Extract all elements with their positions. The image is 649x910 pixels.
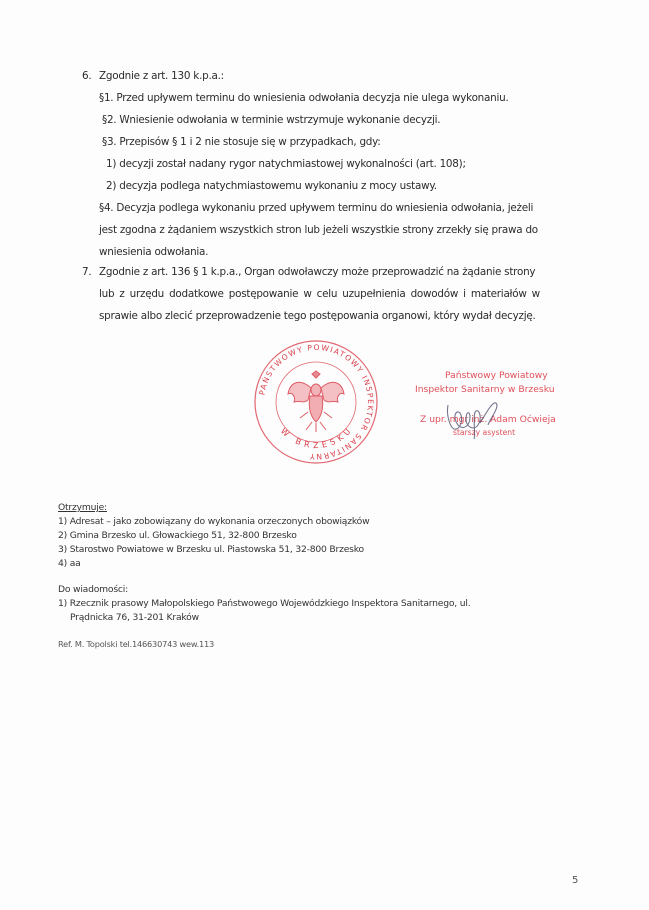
paragraph: §4. Decyzja podlega wykonaniu przed upływem terminu do wniesienia odwołania, jeżeli: [99, 202, 534, 214]
info-title: Do wiadomości:: [58, 584, 129, 595]
item-heading: Zgodnie z art. 130 k.p.a.:: [99, 70, 224, 82]
signature-title-line: Państwowy Powiatowy: [445, 370, 548, 381]
handwritten-signature: [440, 395, 530, 440]
recipient-item: 1) Adresat – jako zobowiązany do wykonania orzeczonych obowiązków: [58, 516, 370, 527]
signature-title-line: Inspektor Sanitarny w Brzesku: [415, 384, 555, 395]
page-number: 5: [572, 875, 579, 886]
paragraph: 2) decyzja podlega natychmiastowemu wykonaniu z mocy ustawy.: [106, 180, 437, 192]
paragraph: §1. Przed upływem terminu do wniesienia odwołania decyzja nie ulega wykonaniu.: [99, 92, 509, 104]
official-stamp: [252, 338, 380, 466]
recipient-item: 2) Gmina Brzesko ul. Głowackiego 51, 32-800 Brzesko: [58, 530, 297, 541]
info-item-continuation: Prądnicka 76, 31-201 Kraków: [70, 612, 199, 623]
recipients-title: Otrzymuje:: [58, 502, 107, 513]
paragraph: Zgodnie z art. 136 § 1 k.p.a., Organ odwoławczy może przeprowadzić na żądanie strony: [99, 266, 536, 278]
paragraph: sprawie albo zlecić przeprowadzenie tego postępowania organowi, który wydał decyzję.: [99, 310, 536, 322]
signature-name: Z upr. mgr inż. Adam Oćwieja: [420, 414, 556, 425]
recipient-item: 4) aa: [58, 558, 81, 569]
paragraph: §3. Przepisów § 1 i 2 nie stosuje się w przypadkach, gdy:: [102, 136, 381, 148]
paragraph: §2. Wniesienie odwołania w terminie wstrzymuje wykonanie decyzji.: [102, 114, 441, 126]
signature-position: starszy asystent: [453, 428, 516, 437]
item-number: 6.: [82, 70, 92, 82]
recipient-item: 3) Starostwo Powiatowe w Brzesku ul. Piastowska 51, 32-800 Brzesko: [58, 544, 364, 555]
reference-line: Ref. M. Topolski tel.146630743 wew.113: [58, 639, 215, 649]
eagle-emblem-icon: [288, 371, 344, 432]
stamp-outer-text: PAŃSTWOWY POWIATOWY INSPEKTOR SANITARNY: [257, 342, 376, 462]
paragraph: 1) decyzji został nadany rygor natychmiastowej wykonalności (art. 108);: [106, 158, 466, 170]
info-item: 1) Rzecznik prasowy Małopolskiego Państwowego Wojewódzkiego Inspektora Sanitarnego, ul.: [58, 598, 471, 609]
paragraph: jest zgodna z żądaniem wszystkich stron lub jeżeli wszystkie strony zrzekły się prawa do: [99, 224, 538, 236]
paragraph: lub z urzędu dodatkowe postępowanie w celu uzupełnienia dowodów i materiałów w: [99, 288, 540, 300]
item-number: 7.: [82, 266, 92, 278]
stamp-inner-text: W BRZESKU: [278, 424, 356, 451]
paragraph: wniesienia odwołania.: [99, 246, 209, 258]
